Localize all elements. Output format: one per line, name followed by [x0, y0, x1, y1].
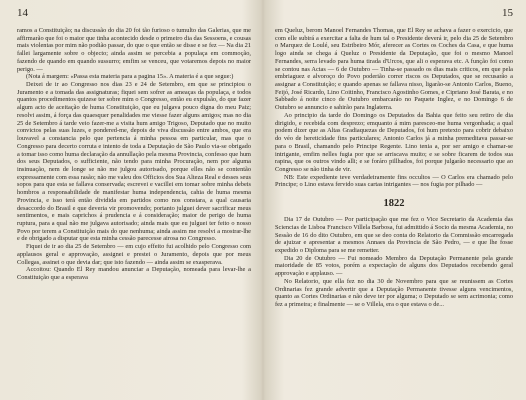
- paragraph: em Queluz, berom Manoel Fernandes Thomas, que El Rey se achava a fazer o exercicio, que com elle subirá a exercitar a falta de hum tal o Presidente deverá ir, pelo dia 25 de Setembro o Marquez de Loulé, seu Estribeiro Mór, aferecer as Cortes os Coches da Casa, e que huma logo ainda se chega á Queluz o Presidente da Deputação, que foi o mesmo Manoel Fernandes, serra levado para huma tirada d'Urcos, que ali o esperava etc. A função foi como se contou nas Actas — 6 de Outubro — Tinha-se passado os dias mais criticos, em que pela embriaguez e alvoroço do Povo poderião correr riscos os Deputados, que se recusarão a assignar a Constituição; e quando apenas se fallava nisso, ligarão-se Antonio Carlos, Bueno, Feijó, José Ricardo, Lino Coitinho, Francisco Agostinho Gomes, e Cipriano José Barata, e no Sabbado á noite cinco de Outubro embarcarão no Paquete Inglez, e no Domingo 6 de Outubro se annuncio e sahirão para Inglaterra.: [275, 27, 513, 112]
- left-page: [17, 6, 251, 398]
- note-paragraph: NB: Este expediente teve verdadeiramente fins occultos — O Carlos era chamado pelo Principe; o Lino estava fervido suas cartas intrigantes — nos fugia por pilhado —: [275, 173, 513, 189]
- paragraph: Ao principio da tarde do Domingo os Deputados da Bahia que feito seu retiro de dia dirigido, e recebida com desprezo; emquanto á mim paresceo-me huma vergonhada; a qual podem dizer que as Altas Gradiaquezas de Deputados, foi hum pretexto para cobrir debaixo do véo de hereticidade fins particulares; Antonio Carlos já a minha premeditava passar-se para o Brasil, chamando pelo Principe Regente. Lino tenia a, por ser amigo e chamar-se intrigante, emfim nelles fugia por que se arriscava muito; e se sobre ficarem de todos sua rapina, que os outros vindo alli; e se foráro pillhados, foi porque julgarão necessario que ao Congresso se não tinha de vir.: [275, 111, 513, 173]
- paragraph: Deixei de ir ao Congresso nos dias 23 e 24 de Setembro, em que se principiou o Juramento e a tomada das assignaturas; fiquei sem sofrer as ameaças da populaça, e todos quantos procedimentos quizese ter sobre mim o Congresso, então eu expulsão, do que fazer algum acto de aceitação de huma Constituição, que eu julgava pouco digna do meu Paiz; resolvi assim, á força das quaesquer penalidades me viesse fazer alguns amigos; mas no dia 25 de Setembro á tarde veio fazer-me a visita hum amigo Trigoso, Deputado que no muito convictos pelas suas luzes, e pondered-me, depois de viva discussão entre ambos, que era louvavel a constancia pelo que pertencia á minha pessoa em particular, mas que o Congresso para decerto corruta e intento de toda a Deputação de São Paulo via-se obrigado a tomar isso como huma declaração da annullação pela mesma Provincia, confesso que hum dos seus Deputados, o sufficiente, não tendo para minha Procuração, nem por alguma insinuação, nem de longe se não me julgou autorisado, porque elles não se contentão expressamente com essa rasão; não me valeu dos Officios dos Sua Alteza Real e desses seus sopos para que esta se fallava conservada; escrevei e vacillei em tomar sobre minha debeis hombros a responsabilidade de manifestar huma independencia, cahia de huma mesma Provincia, e isso terá então dividida em partidos como nos constara, a qual causaria desaccordo do Brasil e que deveria vir promovendo; portanto julguei dever sacrificar meus sentimentos, e mais caprichos á prudencia e á consideração; maior de perigo de huma ruptura, para a qual não me julgava autorisado; ainda mais que eu julguei ter feito o nosso Povo por terem a Constituição mais do que nenhuma; ainda assim me resolvi a mostrar-lhe e de obrigado a disputar que esta minha cessão parecesse airosa no Congresso.: [17, 81, 251, 243]
- right-page: [275, 6, 513, 398]
- paragraph: Accoitou: Quando El Rey mandou anunciar a Deputação, nomeada para levar-lhe a Constituição que a esperava: [17, 266, 251, 281]
- paragraph: Dia 20 de Outubro — Fui nomeado Membro da Deputação Permanente pela grande maioridade de 85 votos, porém a expectação de alguns dos Deputados recebendo geral approvação e applauso. —: [275, 254, 513, 278]
- paragraph: No Relatorio, que ella fez no dia 30 de Novembro para que se reunissem as Cortes Ordinarias fez grande advertir que a Deputação Permanente tivesse alguns vencimentos, quanto as Cortes Ordinarias e não deve ter por alguma; o Deputado se sem acrimonia; como fez a primeira; e finalmente — se o Villela, era o que estava o de...: [275, 277, 513, 308]
- paragraph: Fiquei de ir ao dia 25 de Setembro — em cujo effeito fui acolhido pelo Congresso com applausos geral e approvação, assignei e prestei o Juramento, depois que por meus Collegas, assinei o que devia dar; que isto fazendo — ainda assim se exasperava.: [17, 243, 251, 266]
- page-number: 14: [17, 7, 28, 19]
- page-number: 15: [502, 7, 513, 19]
- year-heading: 1822: [383, 198, 405, 210]
- margin-note: (Nota á margem: «Passa esta materia para a pagina 15». A materia é a que segue:): [26, 73, 234, 81]
- paragraph: ramos a Constituição; na discussão do dia 20 foi tão furioso o tumulto das Galerias, que me affirmarão que foi o maior que tinha acontecido desde o primeiro dia das Sessoens, e cousas mais violentas por mim não podião passar, do que o que então se disse e se fez — Na dia 21 fallei largamente sobre o objecto; ainda assim se percebia a populaça em commoção, fazendo de quando em quando sussurro; emfim se venceu, que votaremos depois no maior perigo. —: [17, 27, 251, 73]
- paragraph: Dia 17 de Outubro — Por participação que me fez o Vice Secretario da Academia das Sciencias de Lisboa Francisco Villela Barbosa, fui admittido á Socio da mesma Academia, no Sessão de 16 do dito Outubro, em que se deo conta do Relatorio da Commissão encarregada de ajuizar e apresentar a mesmos Annaes da Provincia de São Pedro, — e que lhe fosse expedido o Diploma para se me remetter.: [275, 216, 513, 254]
